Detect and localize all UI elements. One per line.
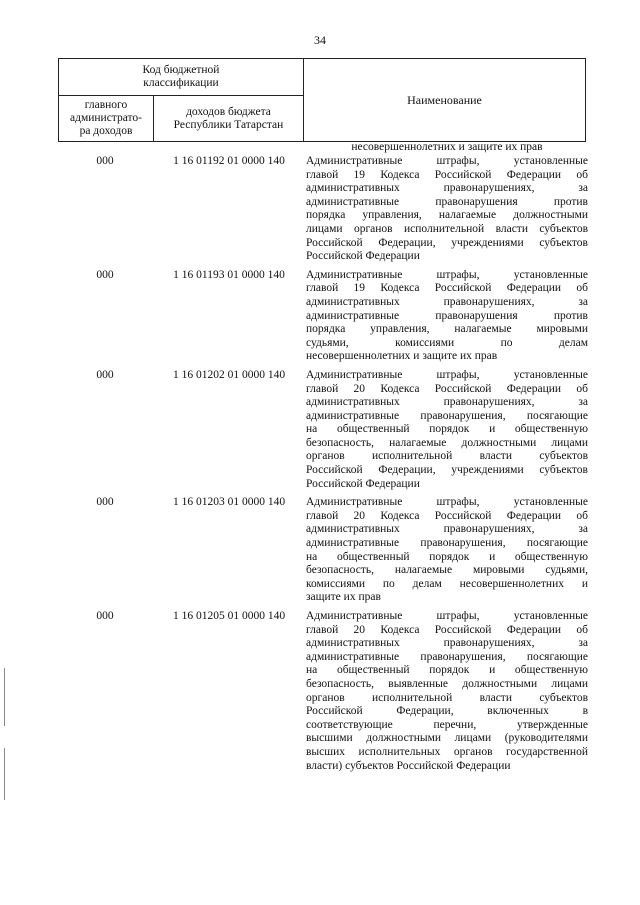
row-name xyxy=(306,155,588,264)
name-line: защите их прав xyxy=(306,591,381,604)
name-line: соответствующие перечни, утвержденные xyxy=(306,718,588,731)
name-line: органов исполнительной власти субъектов xyxy=(306,691,588,704)
name-line: Административные штрафы, установленные xyxy=(306,268,588,281)
name-line: комиссиями по делам несовершеннолетних и xyxy=(306,577,588,590)
row-name xyxy=(306,610,588,773)
name-line: на общественный порядок и общественную xyxy=(306,550,588,563)
name-line: административные правонарушения, посягающие xyxy=(306,409,588,422)
name-line: Российской Федерации xyxy=(306,250,420,263)
name-line: порядка управления, налагаемые должностными xyxy=(306,209,588,222)
admin-code: 000 xyxy=(96,610,114,622)
name-line: административных правонарушениях, за xyxy=(306,182,588,195)
name-line: административные правонарушения против xyxy=(306,309,588,322)
revenue-code: 1 16 01202 01 0000 140 xyxy=(172,368,286,381)
table-row xyxy=(58,496,588,605)
table-row xyxy=(58,269,588,364)
table-body xyxy=(58,155,588,778)
name-line: административные правонарушения, посягающие xyxy=(306,537,588,550)
name-line: главой 20 Кодекса Российской Федерации об xyxy=(306,382,588,395)
name-line: безопасность, налагаемые мировыми судьями, xyxy=(306,564,588,577)
name-line: безопасность, налагаемые должностными лицами xyxy=(306,436,588,449)
revenue-code: 1 16 01193 01 0000 140 xyxy=(173,268,285,281)
name-line: Административные штрафы, установленные xyxy=(306,155,588,167)
header-code-classification: Код бюджетной классификации xyxy=(59,59,303,96)
name-line: административных правонарушениях, за xyxy=(306,523,588,536)
name-line: административные правонарушения, посягающие xyxy=(306,650,588,663)
name-line: Российской Федерации, учреждениями субъектов xyxy=(306,236,588,249)
page-number: 34 xyxy=(314,33,326,47)
name-line: административных правонарушениях, за xyxy=(306,396,588,409)
name-line: Административные штрафы, установленные xyxy=(306,496,588,509)
carry-over-text xyxy=(306,141,588,154)
margin-mark xyxy=(4,748,5,800)
margin-mark xyxy=(4,668,5,726)
header-main-administrator: главного администрато- ра доходов xyxy=(59,96,154,141)
name-line: Российской Федерации, учреждениями субъектов xyxy=(306,464,588,477)
name-line: судьями, комиссиями по делам xyxy=(306,336,588,349)
row-name xyxy=(306,269,588,364)
name-line: власти) субъектов Российской Федерации xyxy=(306,759,511,772)
name-line: на общественный порядок и общественную xyxy=(306,664,588,677)
admin-code: 000 xyxy=(96,368,114,381)
row-name xyxy=(306,496,588,605)
row-name xyxy=(306,369,588,491)
header-code-group xyxy=(59,59,304,141)
name-line: главой 20 Кодекса Российской Федерации об xyxy=(306,623,588,636)
name-line: Административные штрафы, установленные xyxy=(306,610,588,622)
name-line: Административные штрафы, установленные xyxy=(306,368,588,381)
admin-code: 000 xyxy=(96,496,114,509)
name-line: главой 20 Кодекса Российской Федерации об xyxy=(306,509,588,522)
name-line: административных правонарушениях, за xyxy=(306,637,588,650)
table-row xyxy=(58,369,588,491)
admin-code: 000 xyxy=(96,155,114,167)
name-line: органов исполнительной власти субъектов xyxy=(306,450,588,463)
name-line: административные правонарушения против xyxy=(306,195,588,208)
name-line: несовершеннолетних и защите их прав xyxy=(306,350,498,363)
name-line: безопасность, выявленные должностными лицами xyxy=(306,677,588,690)
name-line: административных правонарушениях, за xyxy=(306,295,588,308)
table-header xyxy=(58,58,586,142)
header-name: Наименование xyxy=(407,92,482,107)
name-line: на общественный порядок и общественную xyxy=(306,423,588,436)
revenue-code: 1 16 01192 01 0000 140 xyxy=(173,155,285,167)
table-row xyxy=(58,610,588,773)
name-line: высшими должностными лицами (руководителями xyxy=(306,732,588,745)
revenue-code: 1 16 01203 01 0000 140 xyxy=(172,496,286,509)
name-line: Российской Федерации xyxy=(306,477,420,490)
name-line: Российской Федерации, включенных в xyxy=(306,705,588,718)
name-line: главой 19 Кодекса Российской Федерации об xyxy=(306,282,588,295)
table-row xyxy=(58,155,588,264)
name-line: лицами органов исполнительной власти субъектов xyxy=(306,222,588,235)
revenue-code: 1 16 01205 01 0000 140 xyxy=(172,610,286,622)
carry-over-line: несовершеннолетних и защите их прав xyxy=(351,141,543,153)
name-line: главой 19 Кодекса Российской Федерации об xyxy=(306,168,588,181)
name-line: порядка управления, налагаемые мировыми xyxy=(306,323,588,336)
name-line: высших исполнительных органов государственной xyxy=(306,745,588,758)
admin-code: 000 xyxy=(96,268,114,281)
header-revenue-code: доходов бюджета Республики Татарстан xyxy=(173,105,284,131)
